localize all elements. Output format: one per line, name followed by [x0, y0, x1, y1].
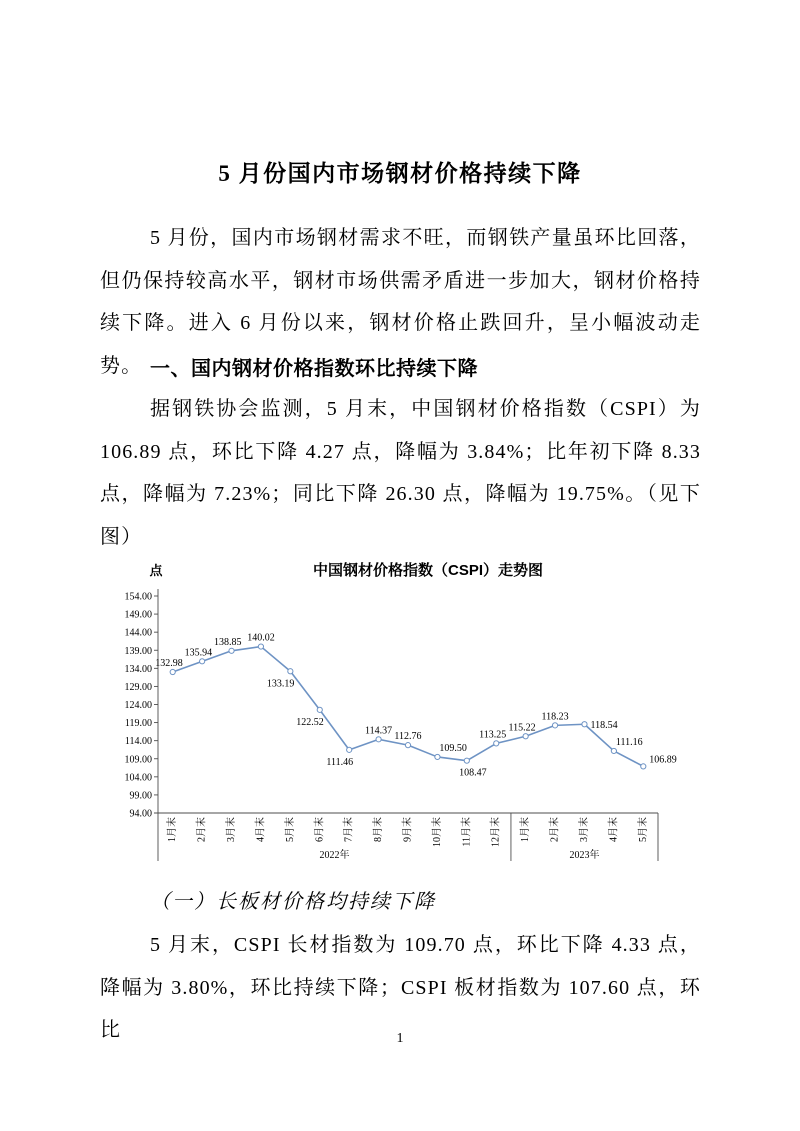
x-tick-label: 4月末 — [608, 817, 620, 842]
cspi-line-series — [173, 647, 644, 767]
data-point-label: 122.52 — [296, 716, 324, 728]
data-point-marker — [552, 723, 557, 728]
data-point-markers — [170, 644, 646, 769]
y-tick-label: 129.00 — [124, 681, 152, 693]
data-point-marker — [347, 747, 352, 752]
y-tick-label: 109.00 — [124, 754, 152, 766]
x-tick-label: 5月末 — [637, 817, 649, 842]
data-point-label: 115.22 — [508, 722, 536, 734]
data-point-labels — [155, 633, 677, 779]
y-tick-label: 124.00 — [124, 700, 152, 711]
chart-y-axis-unit: 点 — [149, 563, 163, 578]
data-point-marker — [258, 644, 263, 649]
x-tick-label: 11月末 — [461, 817, 473, 847]
section1-heading: 一、国内钢材价格指数环比持续下降 — [150, 358, 478, 380]
x-tick-label: 6月末 — [314, 817, 326, 842]
y-tick-label: 149.00 — [124, 609, 152, 621]
x-tick-label: 3月末 — [226, 817, 238, 842]
data-point-label: 109.50 — [439, 742, 467, 754]
data-point-label: 113.25 — [479, 729, 507, 741]
data-point-marker — [582, 722, 587, 727]
data-point-marker — [641, 764, 646, 769]
y-tick-label: 144.00 — [124, 627, 152, 639]
data-point-label: 118.23 — [541, 711, 569, 723]
data-point-label: 140.02 — [247, 632, 275, 644]
y-tick-label: 139.00 — [124, 645, 152, 657]
data-point-label: 118.54 — [590, 720, 618, 732]
data-point-marker — [200, 659, 205, 664]
data-point-label: 133.19 — [266, 678, 295, 690]
y-tick-label: 114.00 — [124, 736, 152, 748]
y-tick-label: 119.00 — [124, 718, 152, 730]
chart-title: 中国钢材价格指数（CSPI）走势图 — [312, 562, 544, 579]
y-tick-label: 94.00 — [129, 808, 152, 820]
x-tick-label: 2月末 — [549, 817, 561, 842]
x-tick-label: 12月末 — [490, 817, 502, 847]
subsection-body: 5 月末，CSPI 长材指数为 109.70 点，环比下降 4.33 点，降幅为 3.80%，环比持续下降；CSPI 板材指数为 107.60 点，环比 — [100, 934, 701, 1041]
y-tick-label: 104.00 — [124, 772, 152, 784]
data-point-marker — [376, 737, 381, 742]
data-point-label: 138.85 — [214, 636, 242, 648]
x-tick-label: 3月末 — [578, 817, 590, 842]
data-point-label: 132.98 — [155, 658, 183, 670]
data-point-marker — [611, 748, 616, 753]
x-tick-label: 9月末 — [402, 817, 414, 842]
data-point-label: 111.46 — [326, 756, 354, 768]
chart-axes — [125, 589, 659, 820]
data-point-label: 111.16 — [615, 736, 643, 748]
data-point-marker — [405, 743, 410, 748]
x-tick-label: 8月末 — [373, 817, 385, 842]
x-tick-label: 1月末 — [167, 817, 179, 842]
x-tick-label: 7月末 — [343, 817, 355, 842]
year-group-label: 2022年 — [319, 850, 350, 861]
x-tick-label: 5月末 — [284, 817, 296, 842]
data-point-marker — [435, 754, 440, 759]
data-point-marker — [229, 648, 234, 653]
data-point-label: 108.47 — [459, 767, 487, 779]
data-point-marker — [464, 758, 469, 763]
data-point-label: 106.89 — [649, 754, 677, 766]
data-point-marker — [288, 669, 293, 674]
data-point-marker — [317, 707, 322, 712]
year-group-label: 2023年 — [569, 850, 600, 861]
paragraph-intro: 5 月份，国内市场钢材需求不旺，而钢铁产量虽环比回落，但仍保持较高水平，钢材市场供需矛盾进一步加大，钢材价格持续下降。进入 6 月份以来，钢材价格止跌回升，呈小幅波动走势。 — [100, 227, 701, 377]
data-point-marker — [170, 669, 175, 674]
data-point-label: 114.37 — [365, 725, 393, 737]
y-tick-label: 154.00 — [124, 591, 152, 603]
document-title: 5 月份国内市场钢材价格持续下降 — [218, 161, 582, 186]
data-point-marker — [494, 741, 499, 746]
page-number: 1 — [396, 1031, 404, 1046]
y-tick-label: 134.00 — [124, 663, 152, 675]
data-point-label: 112.76 — [394, 731, 422, 743]
x-tick-label: 1月末 — [520, 817, 532, 842]
subsection-heading: （一）长板材价格均持续下降 — [150, 891, 436, 913]
section1-body: 据钢铁协会监测，5 月末，中国钢材价格指数（CSPI）为 106.89 点，环比下降 4.27 点，降幅为 3.84%；比年初下降 8.33 点，降幅为 7.23%；同比下降 26.30 点，降幅为 19.75%。（见下图） — [100, 398, 701, 548]
x-tick-label: 2月末 — [196, 817, 208, 842]
chart-x-labels — [158, 813, 658, 861]
data-point-marker — [523, 734, 528, 739]
x-tick-label: 4月末 — [255, 817, 267, 842]
y-tick-label: 99.00 — [129, 790, 152, 802]
data-point-label: 135.94 — [184, 647, 213, 659]
x-tick-label: 10月末 — [431, 817, 443, 847]
cspi-trend-chart — [112, 558, 688, 873]
